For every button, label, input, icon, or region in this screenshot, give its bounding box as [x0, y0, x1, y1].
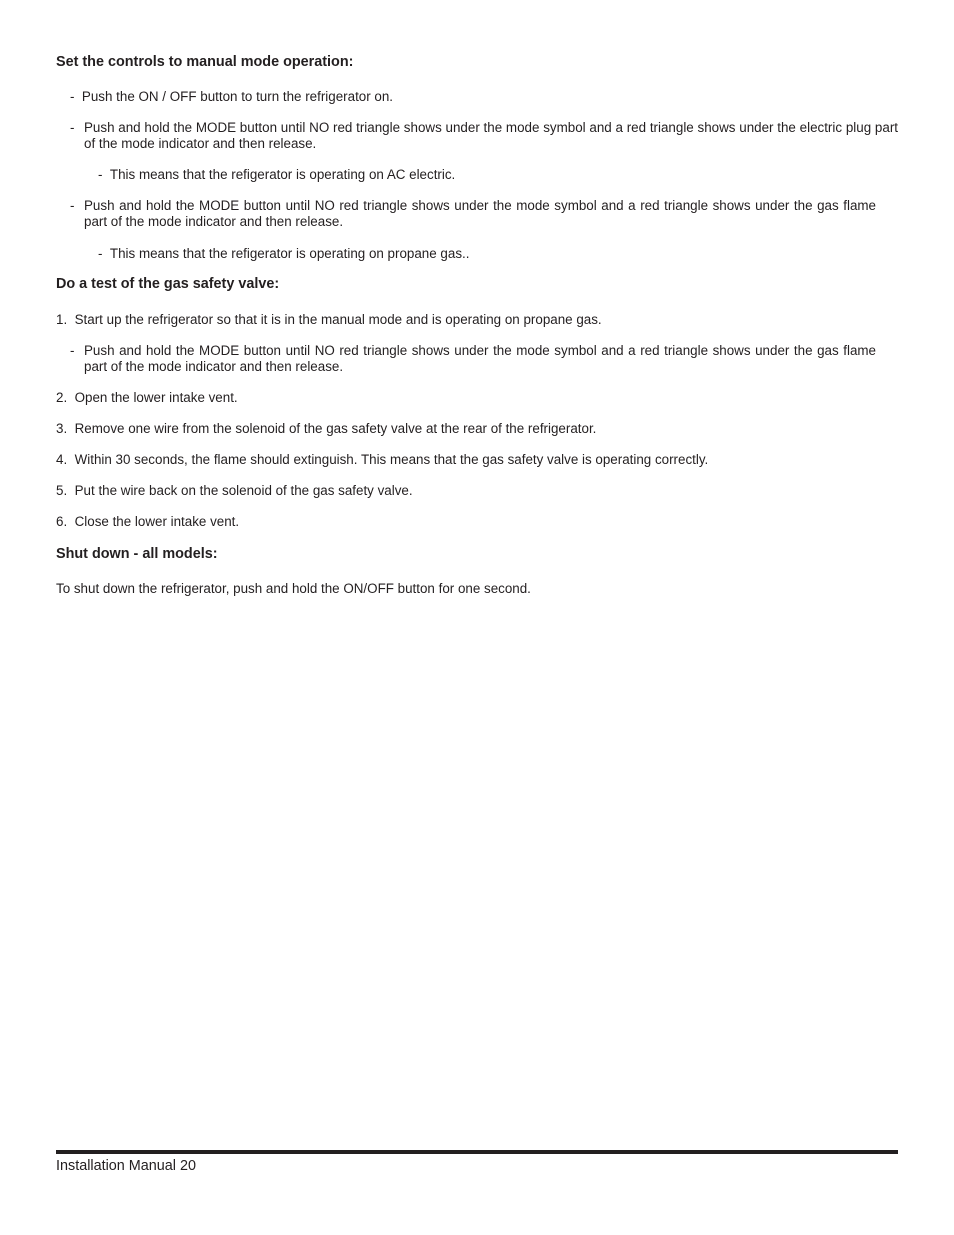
list-marker: -	[70, 120, 75, 135]
list-item-text: Put the wire back on the solenoid of the gas safety valve.	[74, 483, 413, 498]
list-item	[98, 167, 898, 183]
list-item-text: Open the lower intake vent.	[74, 390, 238, 405]
list-marker: 2.	[56, 390, 68, 405]
section-heading-shut-down: Shut down - all models:	[56, 546, 218, 562]
list-item-text: Close the lower intake vent.	[74, 514, 240, 529]
list-item-text: Push and hold the MODE button until NO red triangle shows under the mode symbol and a red triangle shows under the gas flame part of the mode indicator and then release.	[84, 343, 876, 374]
list-item-text: This means that the refigerator is operating on AC electric.	[109, 167, 456, 182]
list-marker: -	[70, 343, 75, 358]
list-marker: -	[70, 89, 75, 104]
list-item	[56, 452, 898, 468]
section-heading-gas-safety-test: Do a test of the gas safety valve:	[56, 276, 280, 292]
list-item-text: Push and hold the MODE button until NO red triangle shows under the mode symbol and a red triangle shows under the gas flame part of the mode indicator and then release.	[84, 198, 876, 229]
footer-rule	[56, 1150, 898, 1154]
list-marker: -	[98, 246, 103, 261]
list-marker: -	[70, 198, 75, 213]
footer-page-label: Installation Manual 20	[56, 1158, 196, 1174]
list-item-text: Push the ON / OFF button to turn the refrigerator on.	[81, 89, 394, 104]
list-item-text: Within 30 seconds, the flame should extinguish. This means that the gas safety valve is operating correctly.	[74, 452, 709, 467]
list-marker: 1.	[56, 312, 68, 327]
list-item	[70, 343, 876, 374]
list-marker: 4.	[56, 452, 68, 467]
list-item	[70, 120, 898, 151]
list-marker: 3.	[56, 421, 68, 436]
list-item	[70, 89, 898, 105]
list-item-text: This means that the refigerator is operating on propane gas..	[109, 246, 470, 261]
paragraph-shut-down: To shut down the refrigerator, push and hold the ON/OFF button for one second.	[56, 581, 531, 596]
list-item	[56, 514, 898, 530]
list-marker: -	[98, 167, 103, 182]
list-item	[56, 483, 898, 499]
list-marker: 6.	[56, 514, 68, 529]
list-item	[98, 246, 898, 262]
list-item	[56, 390, 898, 406]
list-item	[56, 312, 898, 328]
list-marker: 5.	[56, 483, 68, 498]
list-item	[56, 421, 898, 437]
list-item-text: Remove one wire from the solenoid of the gas safety valve at the rear of the refrigerator.	[74, 421, 597, 436]
list-item-text: Start up the refrigerator so that it is in the manual mode and is operating on propane gas.	[74, 312, 602, 327]
list-item-text: Push and hold the MODE button until NO red triangle shows under the mode symbol and a red triangle shows under the electric plug part of the mode indicator and then release.	[84, 120, 898, 151]
list-item	[70, 198, 876, 229]
section-heading-manual-mode: Set the controls to manual mode operation:	[56, 54, 354, 70]
